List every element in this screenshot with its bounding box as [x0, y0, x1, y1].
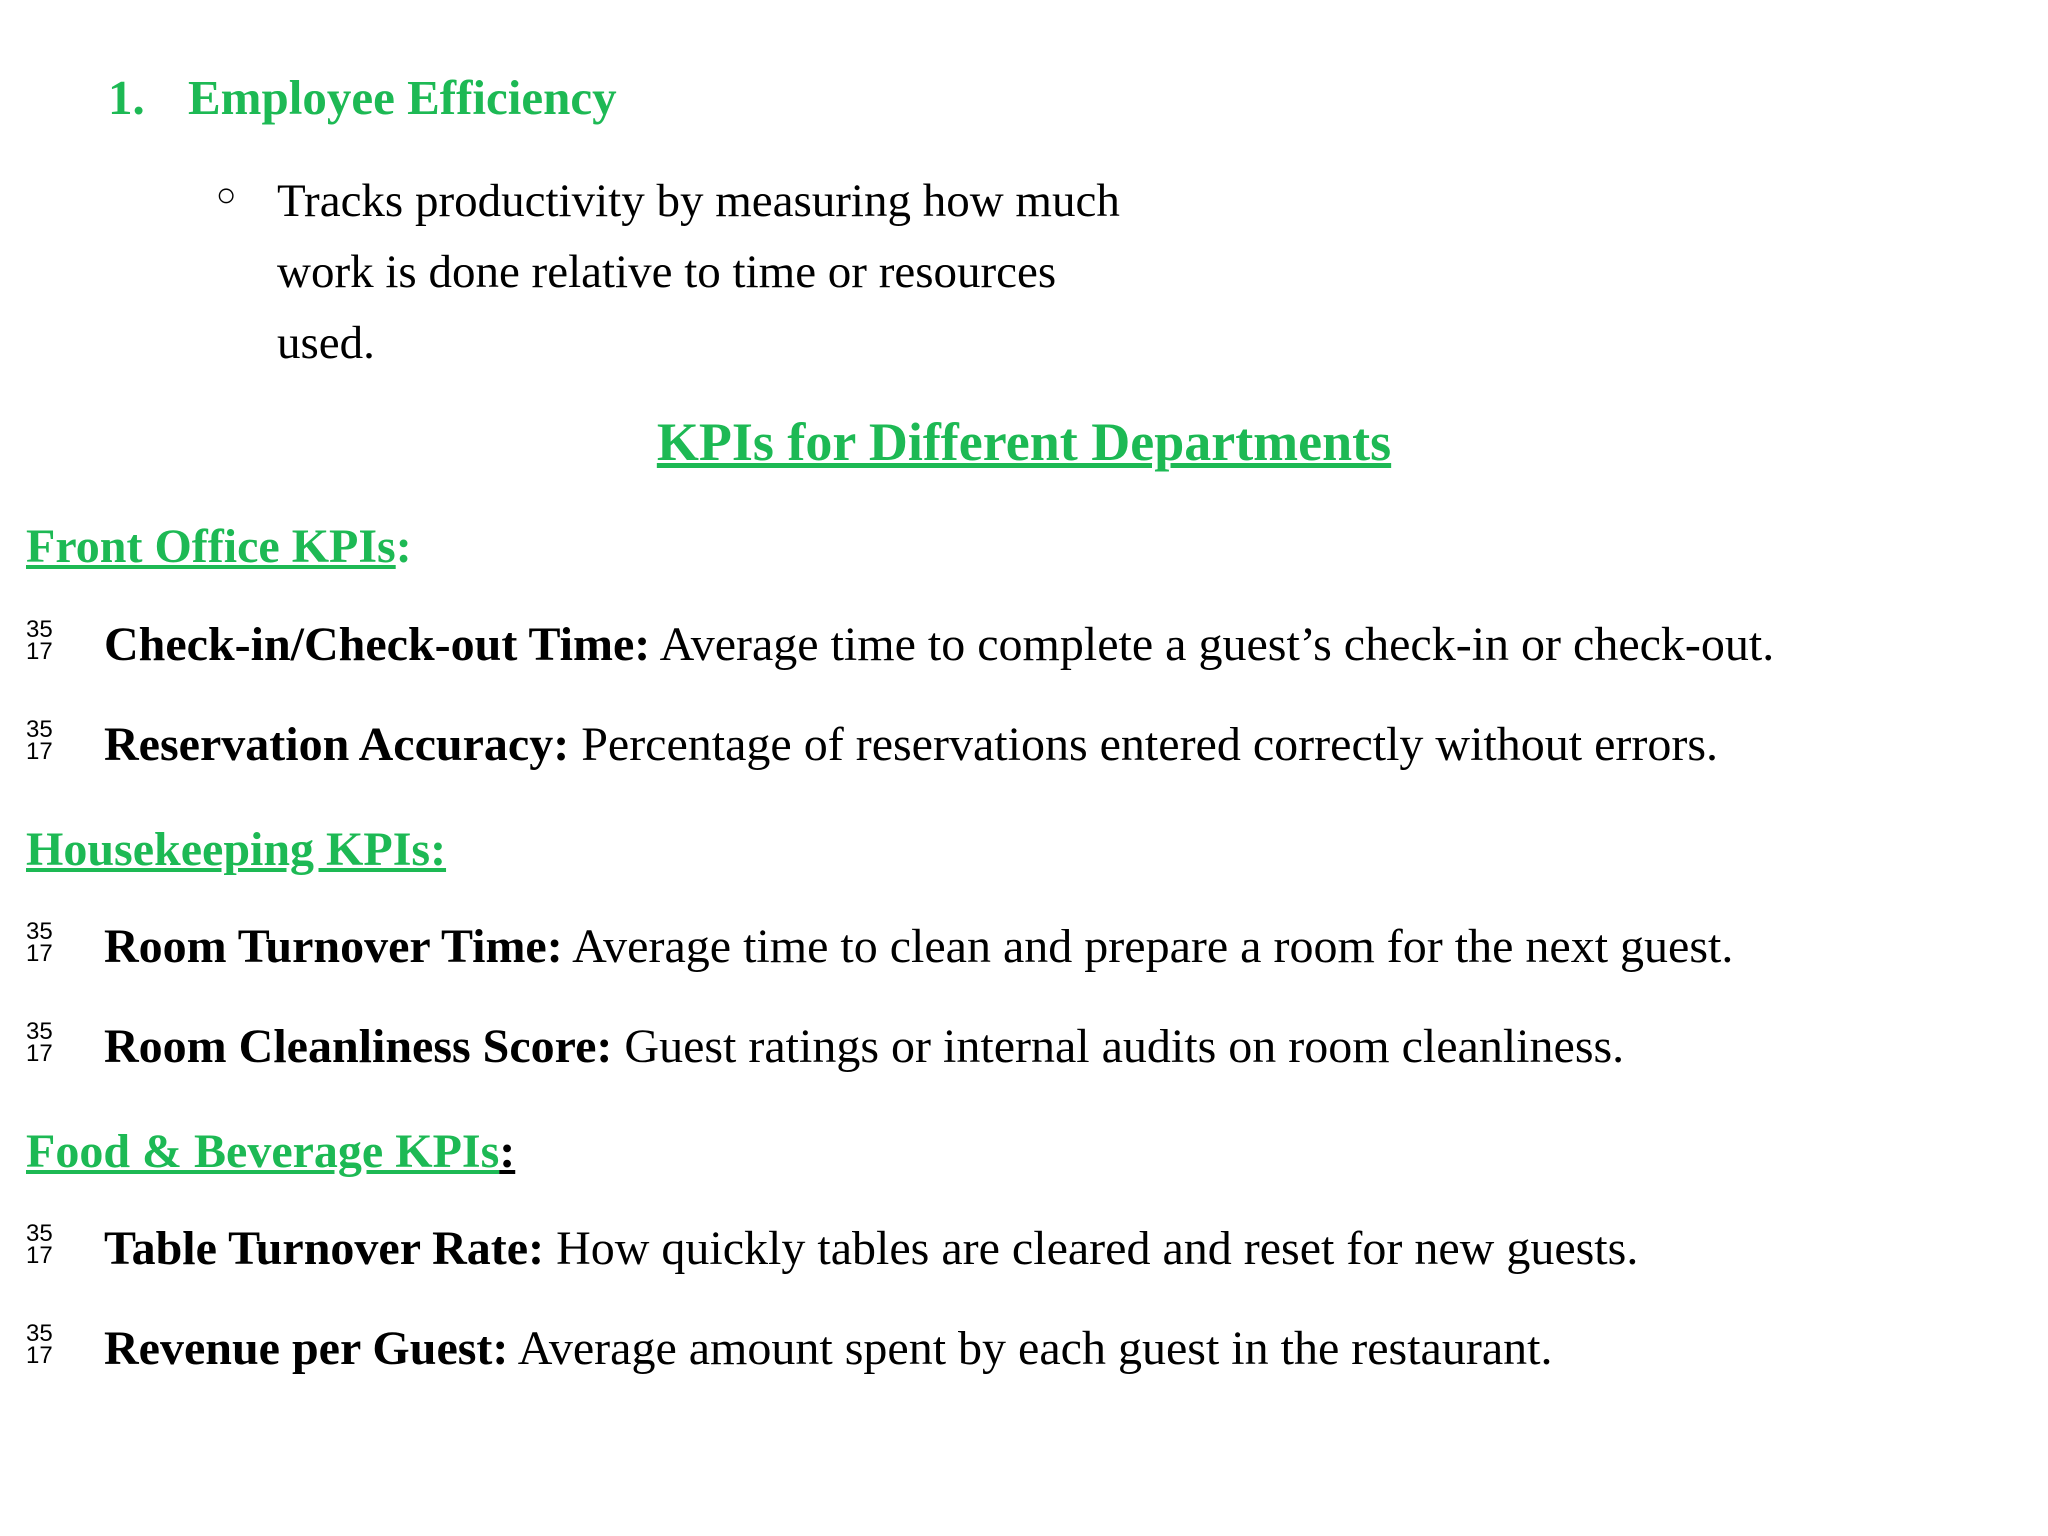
- kpi-text: [104, 611, 1774, 679]
- section-heading-text: Food & Beverage KPIs: [26, 1125, 500, 1178]
- kpi-text: [104, 711, 1718, 779]
- section-heading-housekeeping: [26, 816, 446, 884]
- kpi-description: Average time to clean and prepare a room for the next guest.: [562, 920, 1734, 973]
- footnote-marker: 35 17: [26, 716, 53, 765]
- section-heading-colon: :: [499, 1125, 516, 1178]
- kpi-label: Reservation Accuracy:: [104, 718, 570, 771]
- bullet-description: Tracks productivity by measuring how much work is done relative to time or resources used.: [277, 175, 1120, 369]
- footnote-marker: 35 17: [26, 616, 53, 665]
- kpi-text: [104, 1215, 1638, 1283]
- kpi-description: Average amount spent by each guest in the restaurant.: [508, 1322, 1553, 1375]
- section-heading-text: Front Office KPIs: [26, 520, 396, 573]
- section-heading-front-office: [26, 513, 412, 581]
- footnote-marker: 35 17: [26, 1220, 53, 1269]
- kpi-description: How quickly tables are cleared and reset for new guests.: [544, 1222, 1639, 1275]
- section-heading-colon: :: [395, 520, 412, 573]
- footnote-marker: 35 17: [26, 918, 53, 967]
- kpi-label: Revenue per Guest:: [104, 1322, 509, 1375]
- footnote-marker: 35 17: [26, 1018, 53, 1067]
- list-heading-text: Employee Efficiency: [188, 70, 617, 125]
- kpi-text: [104, 1315, 1552, 1383]
- kpi-description: Percentage of reservations entered correctly without errors.: [569, 718, 1719, 771]
- kpi-label: Room Turnover Time:: [104, 920, 563, 973]
- kpi-text: [104, 913, 1733, 981]
- page-title: KPIs for Different Departments: [656, 412, 1392, 472]
- section-heading-text: Housekeeping KPIs:: [26, 823, 447, 876]
- footnote-marker: 35 17: [26, 1320, 53, 1369]
- hollow-bullet-icon: ○: [216, 177, 237, 214]
- kpi-label: Room Cleanliness Score:: [104, 1020, 613, 1073]
- kpi-text: [104, 1013, 1624, 1081]
- kpi-label: Check-in/Check-out Time:: [104, 618, 651, 671]
- list-heading-employee-efficiency: [108, 64, 617, 132]
- list-number: 1.: [108, 70, 145, 125]
- section-heading-food-beverage: [26, 1118, 515, 1186]
- kpi-description: Guest ratings or internal audits on room cleanliness.: [612, 1020, 1625, 1073]
- kpi-description: Average time to complete a guest’s check-in or check-out.: [650, 618, 1775, 671]
- kpi-label: Table Turnover Rate:: [104, 1222, 545, 1275]
